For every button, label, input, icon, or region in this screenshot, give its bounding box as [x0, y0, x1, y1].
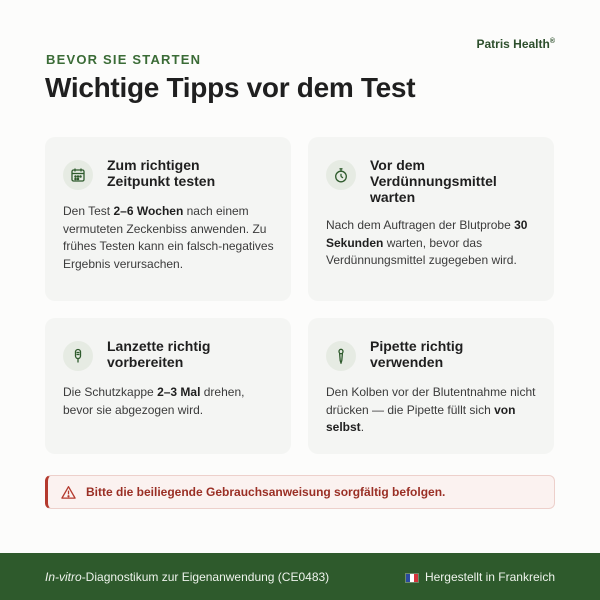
card-title: Pipette richtig verwenden [370, 338, 464, 370]
footer-regulatory [45, 570, 329, 584]
card-body-text: drehen, bevor sie abgezogen wird. [63, 385, 245, 417]
card-title: Zum richtigen Zeitpunkt testen [107, 157, 216, 189]
footer-italic: In-vitro [45, 569, 82, 584]
card-body [326, 384, 540, 437]
tip-card-pipette [308, 318, 554, 454]
tip-card-timing [45, 137, 291, 301]
warning-triangle-icon [61, 485, 76, 500]
footer-rest: -Diagnostikum zur Eigenanwendung (CE0483) [81, 569, 330, 584]
card-body-text: Den Kolben vor der Blutentnahme nicht drücken — die Pipette füllt sich [326, 385, 536, 417]
card-body-text: warten, bevor das Verdünnungsmittel zugegeben wird. [326, 235, 517, 267]
tip-card-wait [308, 137, 554, 301]
pipette-icon [326, 341, 356, 371]
footer-origin [405, 570, 555, 584]
page-title: Wichtige Tipps vor dem Test [45, 72, 416, 103]
card-title: Lanzette richtig vorbereiten [107, 338, 211, 370]
card-body-emphasis: 2–3 Mal [157, 385, 201, 399]
eyebrow-label: BEVOR SIE STARTEN [46, 52, 202, 67]
card-title: Vor dem Verdünnungsmittel warten [370, 157, 497, 205]
card-body-emphasis: 2–6 Wochen [113, 204, 184, 218]
card-body-text: Die Schutzkappe [63, 385, 158, 399]
card-body-emphasis: 30 Sekunden [326, 218, 528, 250]
card-body-text: nach einem vermuteten Zeckenbiss anwenden. Zu frühes Testen kann ein falsch-negatives Ergebnis verursachen. [63, 204, 274, 271]
calendar-icon [63, 160, 93, 190]
card-body-text: Nach dem Auftragen der Blutprobe [326, 218, 515, 232]
card-body [326, 217, 540, 270]
tip-card-lancet [45, 318, 291, 454]
footer-bar [0, 553, 600, 600]
stopwatch-icon [326, 160, 356, 190]
card-body [63, 384, 277, 419]
card-body-emphasis: von selbst [326, 402, 516, 434]
card-body [63, 203, 277, 273]
warning-banner [45, 475, 555, 509]
brand-name: Patris Health [476, 37, 550, 51]
warning-text: Bitte die beiliegende Gebrauchsanweisung sorgfältig befolgen. [86, 485, 446, 499]
brand-logo [476, 37, 555, 51]
card-body-text: Den Test [63, 204, 114, 218]
french-flag-icon [405, 573, 419, 583]
origin-text: Hergestellt in Frankreich [424, 569, 555, 584]
registered-mark: ® [549, 38, 555, 45]
lancet-icon [63, 341, 93, 371]
card-body-text: . [360, 420, 365, 434]
